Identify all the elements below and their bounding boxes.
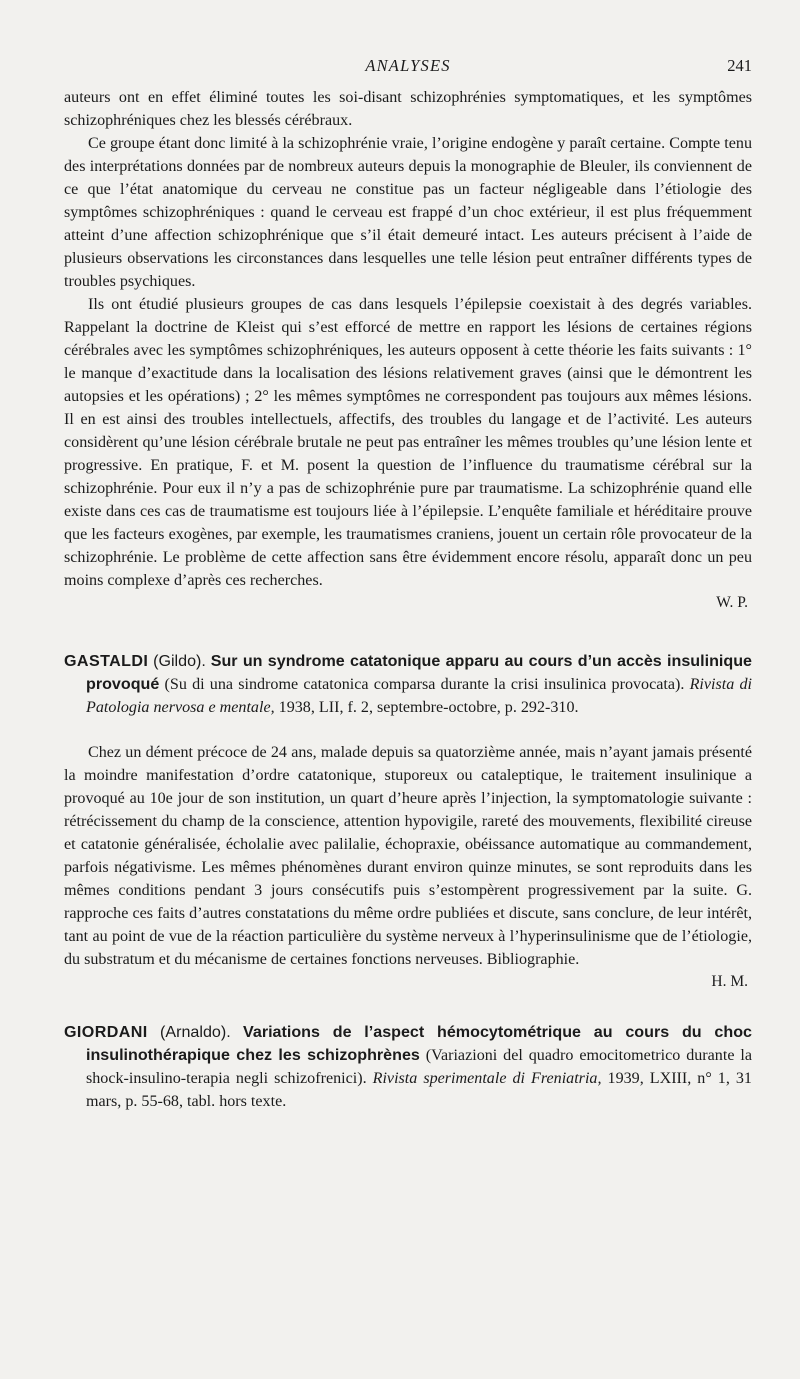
journal-name: Rivista sperimentale di Freniatria,	[372, 1070, 602, 1087]
author-name: GASTALDI	[64, 652, 149, 670]
article-title: Variations de l’aspect hémocytométrique au cours du choc insulinothérapique chez les schizophrènes	[86, 1023, 752, 1064]
reviewer-signature: W. P.	[716, 594, 748, 611]
review-gastaldi	[64, 650, 752, 993]
original-title: (Su di una sindrome catatonica comparsa durante la crisi insulinica provocata).	[164, 676, 685, 693]
review-summary: Chez un dément précoce de 24 ans, malade depuis sa quatorzième année, mais n’ayant jamais présenté la moindre manifestation d’ordre catatonique, stuporeux ou cataleptique, le traitement insulinique a provoqué au 10e jour de son institution, un quart d’heure après l’injection, la symptomatologie suivante : rétrécissement du champ de la conscience, attention hypovigile, rareté des mouvements, flexibilité cireuse et catatonie généralisée, écholalie avec palilalie, échopraxie, obéissance automatique au commandement, parfois négativisme. Les mêmes phénomènes durant environ quinze minutes, se sont reproduits dans les mêmes conditions pendant 3 jours consécutifs puis s’estompèrent progressivement par la suite. G. rapproche ces faits d’autres constatations du même ordre publiées et discute, sans conclure, de leur intérêt, tant au point de vue de la réaction particulière du système nerveux à l’hyperinsulinisme que de l’étiologie, du substratum et du mécanisme de certaines fonctions nerveuses. Bibliographie.	[64, 744, 752, 968]
review-citation	[64, 650, 752, 719]
author-name: GIORDANI	[64, 1023, 148, 1041]
publication-details: 1939, LXIII, n° 1, 31 mars, p. 55-68, tabl. hors texte.	[86, 1070, 752, 1110]
review-giordani	[64, 1021, 752, 1113]
author-first-name: (Gildo).	[153, 652, 206, 670]
journal-name: Rivista di Patologia nervosa e mentale,	[86, 676, 752, 716]
author-first-name: (Arnaldo).	[160, 1023, 231, 1041]
section-title: ANALYSES	[365, 56, 451, 75]
body-paragraph: Ce groupe étant donc limité à la schizophrénie vraie, l’origine endogène y paraît certaine. Compte tenu des interprétations données par de nombreux auteurs depuis la monographie de Bleuler, ils conviennent de ce que l’état anatomique du cerveau ne constitue pas un facteur négligeable dans l’étiologie des symptômes schizophréniques : quand le cerveau est frappé d’un choc extérieur, il est plus fréquemment atteint d’une affection schizophrénique que s’il était demeuré intact. Les auteurs précisent à l’aide de plusieurs observations les circonstances dans lesquelles une telle lésion peut entraîner différents types de troubles psychiques.	[64, 135, 752, 290]
previous-review-continuation	[64, 86, 752, 614]
article-title: Sur un syndrome catatonique apparu au cours d’un accès insulinique provoqué	[86, 652, 752, 693]
review-citation	[64, 1021, 752, 1113]
publication-details: 1938, LII, f. 2, septembre-octobre, p. 292-310.	[278, 699, 579, 716]
running-header	[64, 56, 752, 86]
page-content	[64, 56, 752, 1113]
continuation-paragraph: auteurs ont en effet éliminé toutes les soi-disant schizophrénies symptomatiques, et les symptômes schizophréniques chez les blessés cérébraux.	[64, 89, 752, 129]
page-number: 241	[727, 56, 752, 75]
original-title: (Variazioni del quadro emocitometrico durante la shock-insulino-terapia negli schizofrenici).	[86, 1047, 752, 1087]
reviewer-signature: H. M.	[711, 973, 748, 990]
body-paragraph: Ils ont étudié plusieurs groupes de cas dans lesquels l’épilepsie coexistait à des degrés variables. Rappelant la doctrine de Kleist qui s’est efforcé de mettre en rapport les lésions de certaines régions cérébrales avec les symptômes schizophréniques, les auteurs opposent à cette théorie les faits suivants : 1° le manque d’exactitude dans la localisation des lésions relativement graves (ainsi que le démontrent les autopsies et les opérations) ; 2° les mêmes symptômes ne correspondent pas toujours aux mêmes lésions. Il en est ainsi des troubles intellectuels, affectifs, des troubles du langage et de l’activité. Les auteurs considèrent qu’une lésion cérébrale brutale ne peut pas entraîner les mêmes troubles qu’une lésion lente et progressive. En pratique, F. et M. posent la question de l’influence du traumatisme cérébral sur la schizophrénie. Pour eux il n’y a pas de schizophrénie pure par traumatisme. La schizophrénie quand elle existe dans ces cas de traumatisme est toujours liée à l’épilepsie. L’enquête familiale et héréditaire prouve que les facteurs exogènes, par exemple, les traumatismes craniens, jouent un certain rôle provocateur de la schizophrénie. Le problème de cette affection sans être évidemment encore résolu, apparaît donc un peu moins complexe d’après ces recherches.	[64, 296, 752, 589]
